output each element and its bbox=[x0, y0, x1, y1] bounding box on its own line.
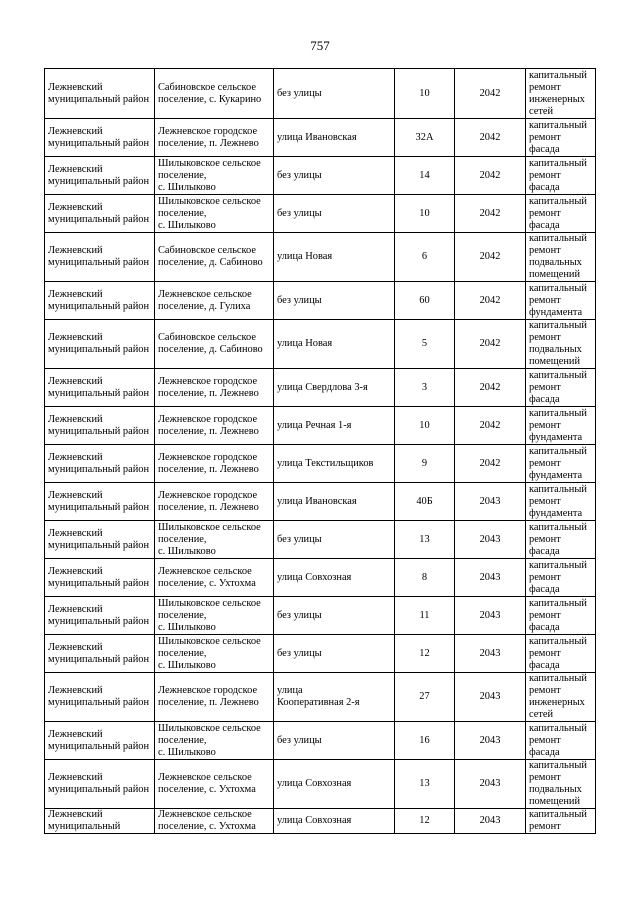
house-number-cell: 13 bbox=[395, 760, 455, 809]
district-cell: Лежневский муниципальный район bbox=[45, 559, 155, 597]
house-number-cell: 8 bbox=[395, 559, 455, 597]
work-type-cell: капитальный ремонт фасада bbox=[526, 369, 596, 407]
house-number-cell: 16 bbox=[395, 722, 455, 760]
work-type-cell: капитальный ремонт фасада bbox=[526, 195, 596, 233]
table-row bbox=[45, 119, 596, 157]
district-cell: Лежневский муниципальный район bbox=[45, 119, 155, 157]
work-type-cell: капитальный ремонт фасада bbox=[526, 635, 596, 673]
table-row bbox=[45, 233, 596, 282]
table-row bbox=[45, 635, 596, 673]
house-number-cell: 5 bbox=[395, 320, 455, 369]
table-row bbox=[45, 722, 596, 760]
settlement-cell: Шилыковское сельское поселение, с. Шилыково bbox=[155, 722, 274, 760]
house-number-cell: 10 bbox=[395, 195, 455, 233]
district-cell: Лежневский муниципальный район bbox=[45, 407, 155, 445]
table-row bbox=[45, 445, 596, 483]
work-type-cell: капитальный ремонт фундамента bbox=[526, 445, 596, 483]
street-cell: улица Ивановская bbox=[274, 483, 395, 521]
table-row bbox=[45, 195, 596, 233]
year-cell: 2043 bbox=[455, 483, 526, 521]
settlement-cell: Лежневское сельское поселение, с. Ухтохма bbox=[155, 760, 274, 809]
house-number-cell: 11 bbox=[395, 597, 455, 635]
table-row bbox=[45, 320, 596, 369]
street-cell: улица Речная 1-я bbox=[274, 407, 395, 445]
settlement-cell: Шилыковское сельское поселение, с. Шилыково bbox=[155, 635, 274, 673]
table-row bbox=[45, 407, 596, 445]
district-cell: Лежневский муниципальный район bbox=[45, 483, 155, 521]
year-cell: 2042 bbox=[455, 320, 526, 369]
work-type-cell: капитальный ремонт фасада bbox=[526, 521, 596, 559]
settlement-cell: Лежневское городское поселение, п. Лежнево bbox=[155, 483, 274, 521]
street-cell: без улицы bbox=[274, 157, 395, 195]
house-number-cell: 40Б bbox=[395, 483, 455, 521]
year-cell: 2043 bbox=[455, 635, 526, 673]
year-cell: 2042 bbox=[455, 157, 526, 195]
work-type-cell: капитальный ремонт фундамента bbox=[526, 407, 596, 445]
year-cell: 2042 bbox=[455, 195, 526, 233]
house-number-cell: 10 bbox=[395, 69, 455, 119]
year-cell: 2043 bbox=[455, 760, 526, 809]
district-cell: Лежневский муниципальный район bbox=[45, 157, 155, 195]
street-cell: без улицы bbox=[274, 722, 395, 760]
district-cell: Лежневский муниципальный bbox=[45, 809, 155, 834]
district-cell: Лежневский муниципальный район bbox=[45, 195, 155, 233]
table-row bbox=[45, 673, 596, 722]
page-number: 757 bbox=[310, 38, 330, 53]
work-type-cell: капитальный ремонт фундамента bbox=[526, 282, 596, 320]
district-cell: Лежневский муниципальный район bbox=[45, 722, 155, 760]
year-cell: 2043 bbox=[455, 597, 526, 635]
house-number-cell: 6 bbox=[395, 233, 455, 282]
district-cell: Лежневский муниципальный район bbox=[45, 69, 155, 119]
settlement-cell: Лежневское городское поселение, п. Лежнево bbox=[155, 369, 274, 407]
district-cell: Лежневский муниципальный район bbox=[45, 445, 155, 483]
settlement-cell: Лежневское сельское поселение, д. Гулиха bbox=[155, 282, 274, 320]
work-type-cell: капитальный ремонт подвальных помещений bbox=[526, 233, 596, 282]
district-cell: Лежневский муниципальный район bbox=[45, 369, 155, 407]
street-cell: без улицы bbox=[274, 635, 395, 673]
house-number-cell: 9 bbox=[395, 445, 455, 483]
work-type-cell: капитальный ремонт фасада bbox=[526, 597, 596, 635]
house-number-cell: 12 bbox=[395, 809, 455, 834]
settlement-cell: Лежневское сельское поселение, с. Ухтохма bbox=[155, 809, 274, 834]
work-type-cell: капитальный ремонт подвальных помещений bbox=[526, 320, 596, 369]
house-number-cell: 3 bbox=[395, 369, 455, 407]
year-cell: 2042 bbox=[455, 282, 526, 320]
table-row bbox=[45, 157, 596, 195]
year-cell: 2042 bbox=[455, 233, 526, 282]
settlement-cell: Лежневское городское поселение, п. Лежнево bbox=[155, 445, 274, 483]
year-cell: 2043 bbox=[455, 722, 526, 760]
table-row bbox=[45, 760, 596, 809]
settlement-cell: Сабиновское сельское поселение, д. Сабиново bbox=[155, 233, 274, 282]
district-cell: Лежневский муниципальный район bbox=[45, 233, 155, 282]
year-cell: 2042 bbox=[455, 445, 526, 483]
table-row bbox=[45, 521, 596, 559]
district-cell: Лежневский муниципальный район bbox=[45, 635, 155, 673]
street-cell: улица Новая bbox=[274, 233, 395, 282]
district-cell: Лежневский муниципальный район bbox=[45, 320, 155, 369]
street-cell: улица Кооперативная 2-я bbox=[274, 673, 395, 722]
house-number-cell: 60 bbox=[395, 282, 455, 320]
house-number-cell: 12 bbox=[395, 635, 455, 673]
settlement-cell: Лежневское сельское поселение, с. Ухтохма bbox=[155, 559, 274, 597]
district-cell: Лежневский муниципальный район bbox=[45, 760, 155, 809]
work-type-cell: капитальный ремонт фундамента bbox=[526, 483, 596, 521]
street-cell: без улицы bbox=[274, 282, 395, 320]
street-cell: без улицы bbox=[274, 69, 395, 119]
house-number-cell: 32А bbox=[395, 119, 455, 157]
table-row bbox=[45, 809, 596, 834]
street-cell: улица Совхозная bbox=[274, 760, 395, 809]
year-cell: 2042 bbox=[455, 407, 526, 445]
year-cell: 2043 bbox=[455, 559, 526, 597]
table-row bbox=[45, 69, 596, 119]
year-cell: 2043 bbox=[455, 521, 526, 559]
work-type-cell: капитальный ремонт подвальных помещений bbox=[526, 760, 596, 809]
house-number-cell: 14 bbox=[395, 157, 455, 195]
settlement-cell: Лежневское городское поселение, п. Лежнево bbox=[155, 119, 274, 157]
work-type-cell: капитальный ремонт фасада bbox=[526, 559, 596, 597]
street-cell: улица Текстильщиков bbox=[274, 445, 395, 483]
street-cell: без улицы bbox=[274, 597, 395, 635]
street-cell: улица Свердлова 3-я bbox=[274, 369, 395, 407]
table-body bbox=[45, 69, 596, 834]
house-number-cell: 13 bbox=[395, 521, 455, 559]
settlement-cell: Сабиновское сельское поселение, с. Кукарино bbox=[155, 69, 274, 119]
street-cell: без улицы bbox=[274, 521, 395, 559]
table-row bbox=[45, 483, 596, 521]
house-number-cell: 10 bbox=[395, 407, 455, 445]
street-cell: улица Ивановская bbox=[274, 119, 395, 157]
settlement-cell: Шилыковское сельское поселение, с. Шилыково bbox=[155, 597, 274, 635]
table-row bbox=[45, 597, 596, 635]
year-cell: 2043 bbox=[455, 673, 526, 722]
street-cell: улица Новая bbox=[274, 320, 395, 369]
district-cell: Лежневский муниципальный район bbox=[45, 282, 155, 320]
table-row bbox=[45, 369, 596, 407]
table-row bbox=[45, 559, 596, 597]
district-cell: Лежневский муниципальный район bbox=[45, 521, 155, 559]
settlement-cell: Шилыковское сельское поселение, с. Шилыково bbox=[155, 195, 274, 233]
year-cell: 2042 bbox=[455, 119, 526, 157]
district-cell: Лежневский муниципальный район bbox=[45, 673, 155, 722]
street-cell: улица Совхозная bbox=[274, 809, 395, 834]
year-cell: 2042 bbox=[455, 69, 526, 119]
work-type-cell: капитальный ремонт bbox=[526, 809, 596, 834]
house-number-cell: 27 bbox=[395, 673, 455, 722]
settlement-cell: Шилыковское сельское поселение, с. Шилыково bbox=[155, 521, 274, 559]
settlement-cell: Шилыковское сельское поселение, с. Шилыково bbox=[155, 157, 274, 195]
settlement-cell: Сабиновское сельское поселение, д. Сабиново bbox=[155, 320, 274, 369]
street-cell: улица Совхозная bbox=[274, 559, 395, 597]
repair-schedule-table bbox=[44, 68, 596, 834]
settlement-cell: Лежневское городское поселение, п. Лежнево bbox=[155, 673, 274, 722]
year-cell: 2042 bbox=[455, 369, 526, 407]
work-type-cell: капитальный ремонт фасада bbox=[526, 119, 596, 157]
work-type-cell: капитальный ремонт инженерных сетей bbox=[526, 69, 596, 119]
work-type-cell: капитальный ремонт инженерных сетей bbox=[526, 673, 596, 722]
street-cell: без улицы bbox=[274, 195, 395, 233]
work-type-cell: капитальный ремонт фасада bbox=[526, 157, 596, 195]
district-cell: Лежневский муниципальный район bbox=[45, 597, 155, 635]
table-row bbox=[45, 282, 596, 320]
settlement-cell: Лежневское городское поселение, п. Лежнево bbox=[155, 407, 274, 445]
work-type-cell: капитальный ремонт фасада bbox=[526, 722, 596, 760]
year-cell: 2043 bbox=[455, 809, 526, 834]
